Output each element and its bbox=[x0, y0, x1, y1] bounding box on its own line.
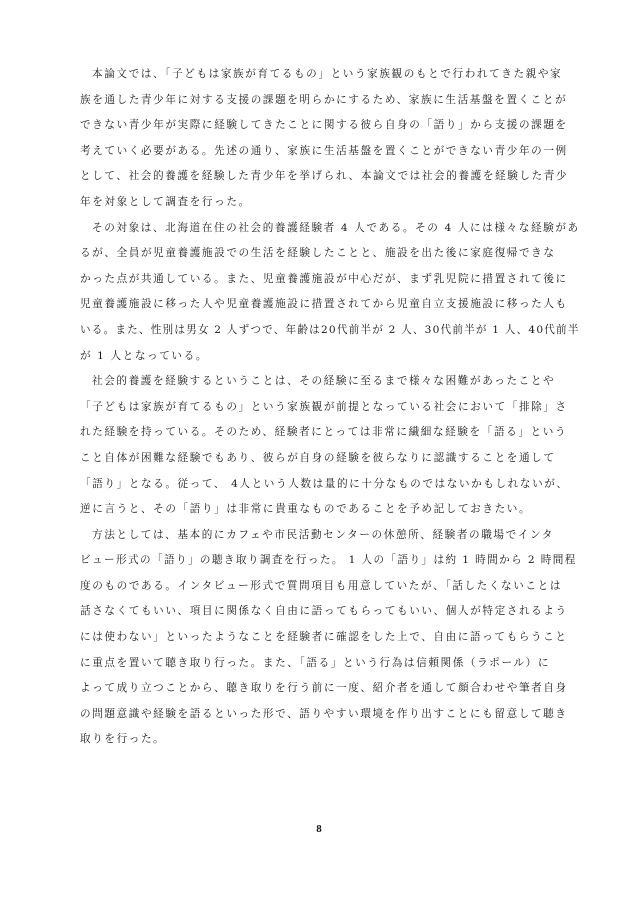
text-line: 方法としては、基本的にカフェや市民活動センターの休憩所、経験者の職場でインタ bbox=[92, 528, 554, 541]
text-line: るが、全員が児童養護施設での生活を経験したことと、施設を出た後に家庭復帰できな bbox=[80, 247, 556, 260]
paragraph-method bbox=[80, 523, 580, 753]
text-line: 社会的養護を経験するということは、その経験に至るまで様々な困難があったことや bbox=[92, 375, 556, 388]
text-line: が 1 人となっている。 bbox=[80, 349, 209, 362]
text-line: 考えていく必要がある。先述の通り、家族に生活基盤を置くことができない青少年の一例 bbox=[80, 144, 568, 157]
text-line: の問題意識や経験を語るといった形で、語りやすい環境を作り出すことにも留意して聴き bbox=[80, 707, 568, 720]
text-line: その対象は、北海道在住の社会的養護経験者 4 人である。その 4 人には様々な経験があ bbox=[92, 221, 580, 234]
text-line: として、社会的養護を経験した青少年を挙げられ、本論文では社会的養護を経験した青少 bbox=[80, 170, 569, 183]
text-line: れた経験を持っている。そのため、経験者にとっては非常に繊細な経験を「語る」という bbox=[80, 426, 568, 439]
body-text bbox=[80, 62, 580, 753]
text-line: 「子どもは家族が育てるもの」という家族観が前提となっている社会において「排除」さ bbox=[80, 400, 568, 413]
paragraph-participants bbox=[80, 216, 580, 370]
text-line: いる。また、性別は男女 2 人ずつで、年齢は20代前半が 2 人、30代前半が 1 人、40代前半 bbox=[80, 323, 580, 336]
text-line: こと自体が困難な経験でもあり、彼らが自身の経験を彼らなりに認識することを通して bbox=[80, 451, 556, 464]
text-line: 逆に言うと、その「語り」は非常に貴重なものであることを予め記しておきたい。 bbox=[80, 503, 532, 516]
text-line: よって成り立つことから、聴き取りを行う前に一度、紹介者を通して顔合わせや筆者自身 bbox=[80, 682, 568, 695]
text-line: に重点を置いて聴き取り行った。また、「語る」という行為は信頼関係（ラポール）に bbox=[80, 656, 551, 669]
text-line: できない青少年が実際に経験してきたことに関する彼ら自身の「語り」から支援の課題を bbox=[80, 119, 568, 132]
text-line: 本論文では、「子どもは家族が育てるもの」という家族観のもとで行われてきた親や家 bbox=[92, 68, 563, 80]
text-line: 話さなくてもいい、項目に関係なく自由に語ってもらってもいい、個人が特定されるよう bbox=[80, 605, 568, 618]
page-number: 8 bbox=[316, 823, 322, 835]
paragraph-research-aim bbox=[80, 62, 580, 216]
text-line: には使わない」といったようなことを経験者に確認をした上で、自由に語ってもらうこと bbox=[80, 631, 568, 644]
text-line: 族を通した青少年に対する支援の課題を明らかにするため、家族に生活基盤を置くことが bbox=[80, 93, 568, 106]
text-line: 児童養護施設に移った人や児童養護施設に措置されてから児童自立支援施設に移った人も bbox=[80, 298, 568, 311]
text-line: 「語り」となる。従って、 4人という人数は量的に十分なものではないかもしれないが、 bbox=[80, 477, 569, 490]
text-line: ビュー形式の「語り」の聴き取り調査を行った。 1 人の「語り」は約 1 時間から 2 時間程 bbox=[80, 554, 577, 567]
text-line: かった点が共通している。また、児童養護施設が中心だが、まず乳児院に措置されて後に bbox=[80, 272, 568, 285]
text-line: 取りを行った。 bbox=[80, 733, 166, 746]
text-line: 年を対象として調査を行った。 bbox=[80, 195, 251, 208]
text-line: 度のものである。インタビュー形式で質問項目も用意していたが、「話したくないことは bbox=[80, 579, 563, 592]
paragraph-significance bbox=[80, 369, 580, 523]
